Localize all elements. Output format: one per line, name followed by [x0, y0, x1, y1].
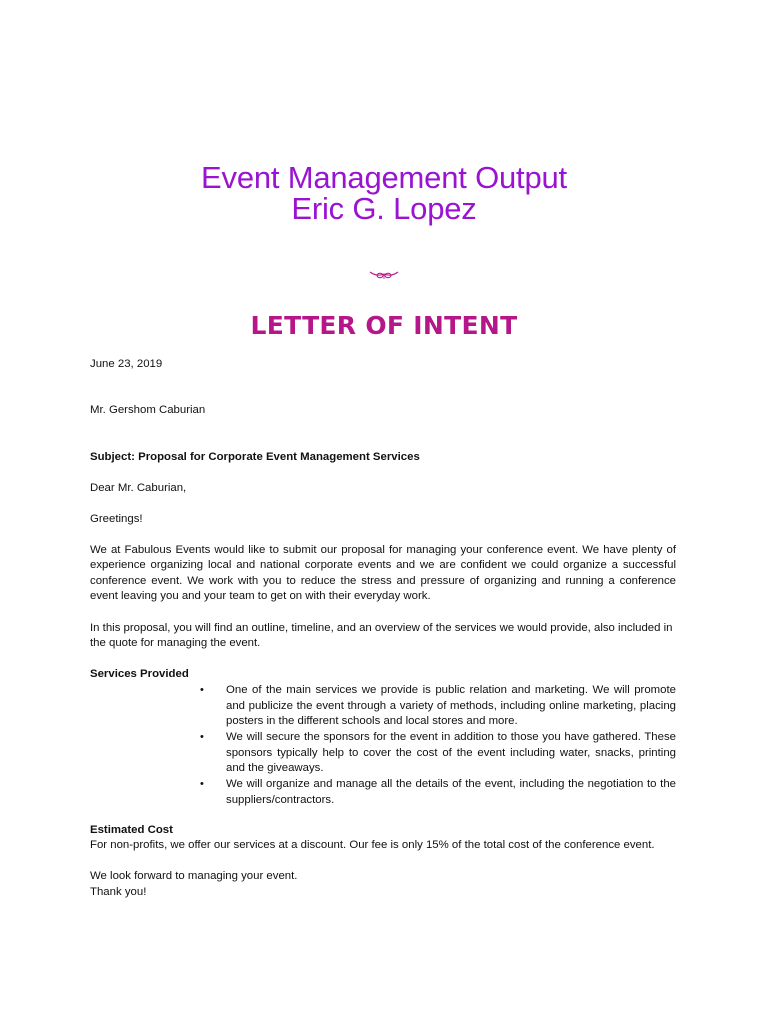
ornament-flourish-icon: [369, 268, 399, 282]
author-name: Eric G. Lopez: [291, 191, 477, 226]
outline-paragraph: In this proposal, you will find an outline, timeline, and an overview of the services we would provide, also included in the quote for managing the event.: [90, 622, 673, 650]
salutation: Dear Mr. Caburian,: [90, 482, 187, 494]
bullet-marker: •: [200, 731, 204, 743]
greeting: Greetings!: [90, 513, 143, 525]
cost-text: For non-profits, we offer our services at a discount. Our fee is only 15% of the total cost of the conference event.: [90, 839, 655, 851]
recipient-name: Mr. Gershom Caburian: [90, 404, 206, 416]
subject-line: Subject: Proposal for Corporate Event Management Services: [90, 451, 420, 463]
bullet-marker: •: [200, 778, 204, 790]
cost-heading: Estimated Cost: [90, 824, 173, 836]
letter-title: LETTER OF INTENT: [250, 311, 518, 340]
service-item: We will secure the sponsors for the event in addition to those you have gathered. These sponsors typically help to cover the cost of the event including water, snacks, printing and the giveaways.: [226, 731, 676, 775]
service-item: We will organize and manage all the details of the event, including the negotiation to the suppliers/contractors.: [226, 778, 676, 806]
thank-you: Thank you!: [90, 886, 147, 898]
intro-paragraph: We at Fabulous Events would like to submit our proposal for managing your conference event. We have plenty of experience organizing local and national corporate events and we are confident we could organize a successful conference event. We work with you to reduce the stress and pressure of organizing and running a conference event leaving you and your team to get on with their everyday work.: [90, 544, 676, 603]
document-title: Event Management Output: [201, 160, 567, 195]
letter-date: June 23, 2019: [90, 358, 163, 370]
bullet-marker: •: [200, 684, 204, 696]
closing-line: We look forward to managing your event.: [90, 870, 298, 882]
services-heading: Services Provided: [90, 668, 189, 680]
service-item: One of the main services we provide is public relation and marketing. We will promote and publicize the event through a variety of methods, including online marketing, placing posters in the different schools and local stores and more.: [226, 684, 676, 728]
